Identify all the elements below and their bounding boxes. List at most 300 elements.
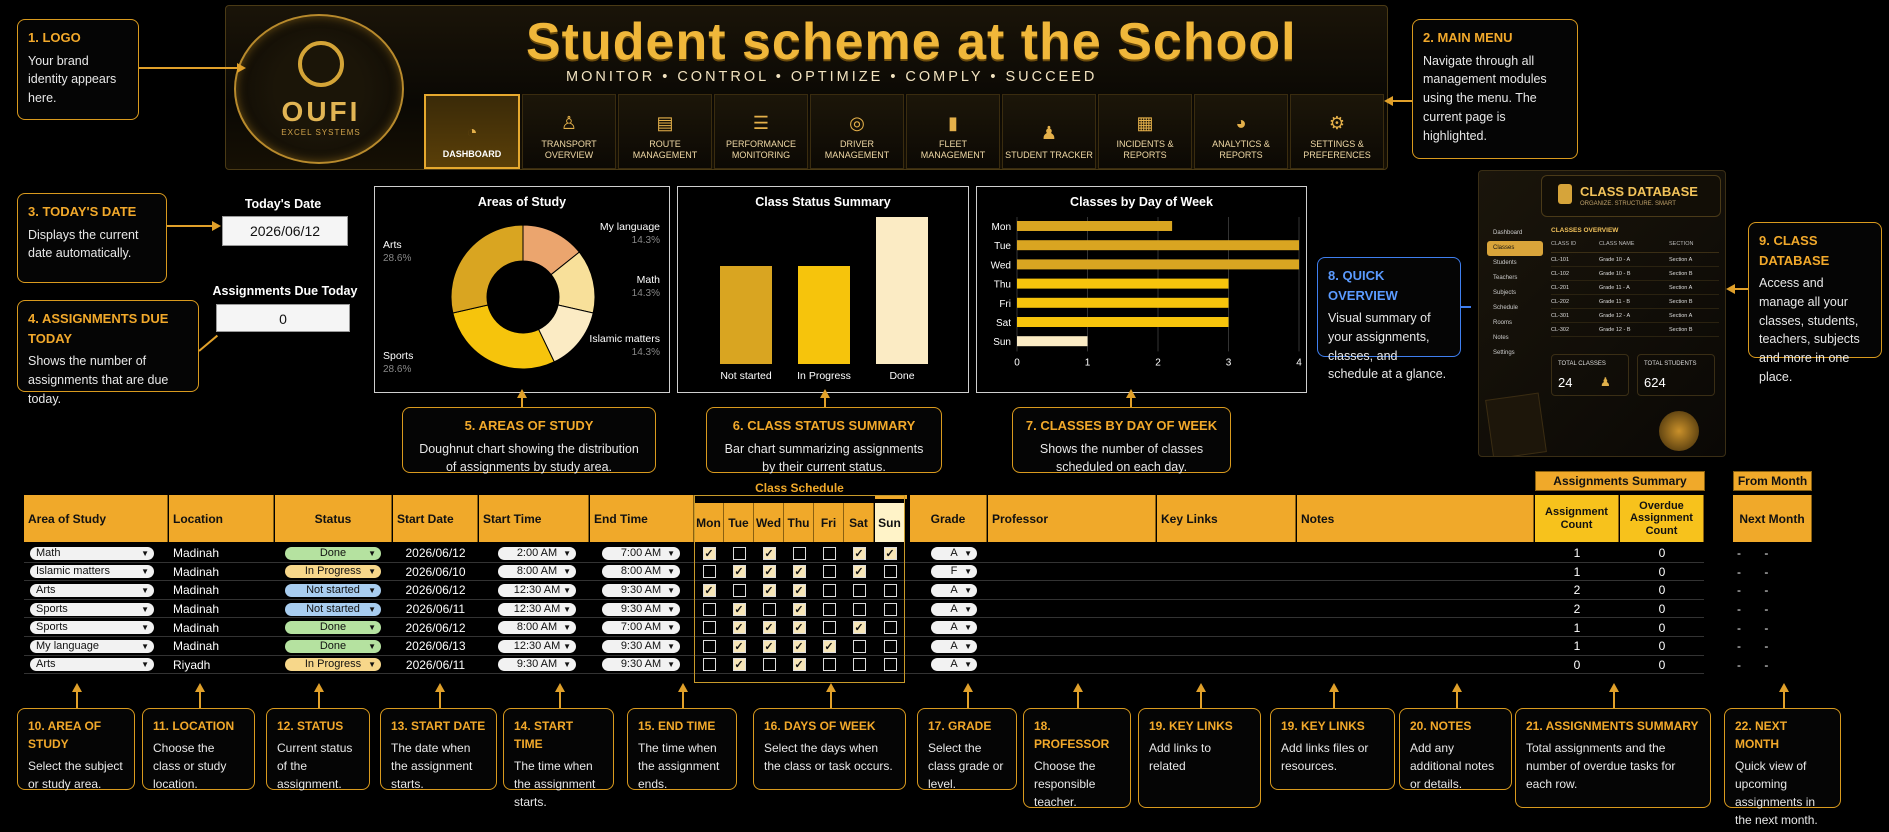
checkbox-checked[interactable]: ✓ [764, 584, 774, 597]
donut-label: Islamic matters [589, 333, 660, 345]
start-time-select[interactable] [498, 618, 576, 637]
status-select[interactable] [285, 600, 381, 619]
callout-desc: Access and manage all your classes, students, teachers, subjects and more in one place. [1759, 276, 1860, 384]
day-checkbox-cell[interactable] [814, 618, 844, 637]
key-links-cell[interactable] [1157, 581, 1296, 600]
callout-desc: Navigate through all management modules using the menu. The current page is highlighted. [1423, 53, 1547, 143]
grade-select[interactable] [931, 600, 977, 619]
day-checkbox-cell[interactable] [754, 637, 784, 656]
end-time-select-value [602, 584, 680, 597]
nav-item-driver-management[interactable] [810, 94, 904, 169]
day-checkbox-cell[interactable] [814, 600, 844, 619]
status-bar-label: In Progress [797, 370, 851, 382]
day-checkbox-cell[interactable] [844, 618, 874, 637]
db-menu-item[interactable]: Teachers [1493, 275, 1518, 281]
key-links-cell[interactable] [1157, 600, 1296, 619]
db-row[interactable] [1551, 253, 1719, 267]
checkbox-unchecked[interactable] [703, 640, 716, 653]
nav-item-label: DASHBOARD [442, 148, 502, 159]
day-checkbox-cell[interactable] [724, 600, 754, 619]
nav-item-dashboard[interactable] [424, 94, 520, 169]
day-checkbox-cell[interactable] [724, 618, 754, 637]
callout-desc: Current status of the assignment. [277, 741, 353, 791]
day-bar [1017, 336, 1088, 346]
checkbox-checked[interactable]: ✓ [854, 566, 864, 579]
db-row[interactable] [1551, 323, 1719, 337]
db-cell: Section B [1669, 327, 1693, 333]
from-month-label: From Month [1733, 471, 1812, 491]
nav-item-student-tracker[interactable] [1002, 94, 1096, 169]
db-menu-item[interactable]: Students [1493, 260, 1517, 266]
day-checkbox-cell[interactable] [784, 563, 814, 582]
callout-desc: The date when the assignment starts. [391, 741, 473, 791]
cell-text: 9:30 AM [620, 583, 662, 596]
end-time-select[interactable] [602, 656, 680, 675]
day-checkbox-cell[interactable] [875, 581, 905, 600]
cell-text: 8:00 AM [516, 565, 558, 578]
nav-item-label: TRANSPORT OVERVIEW [541, 139, 597, 160]
callout-title: 9. CLASS DATABASE [1759, 233, 1830, 268]
start-date-cell[interactable]: 2026/06/11 [405, 657, 466, 672]
area-select-value [30, 658, 154, 671]
notes-cell[interactable] [1297, 581, 1534, 600]
day-checkbox-cell[interactable] [754, 618, 784, 637]
db-row[interactable] [1551, 309, 1719, 323]
chevron-down-icon: ▼ [368, 585, 376, 595]
day-checkbox-cell[interactable] [875, 600, 905, 619]
donut-label: Sports [383, 350, 414, 362]
nav-item-settings-preferences[interactable] [1290, 94, 1384, 169]
start-time-select[interactable] [498, 563, 576, 582]
checkbox-unchecked[interactable] [823, 603, 836, 616]
notes-cell[interactable] [1297, 600, 1534, 619]
start-time-select[interactable] [498, 600, 576, 619]
day-checkbox-cell[interactable] [694, 656, 724, 675]
area-select[interactable] [30, 637, 154, 656]
classes-by-day-chart [976, 186, 1307, 393]
checkbox-unchecked[interactable] [823, 565, 836, 578]
chevron-down-icon: ▼ [141, 623, 149, 633]
day-checkbox-cell[interactable] [754, 563, 784, 582]
professor-cell[interactable] [988, 618, 1156, 637]
db-menu-item[interactable]: Classes [1487, 241, 1543, 256]
day-checkbox-cell[interactable] [784, 544, 814, 563]
callout-desc: Select the subject or study area. [28, 759, 123, 791]
end-time-select[interactable] [602, 563, 680, 582]
db-row[interactable] [1551, 295, 1719, 309]
start-time-select[interactable] [498, 656, 576, 675]
area-select[interactable] [30, 618, 154, 637]
checkbox-unchecked[interactable] [853, 640, 866, 653]
chevron-down-icon: ▼ [368, 623, 376, 633]
checkbox-unchecked[interactable] [703, 565, 716, 578]
checklist-icon: ☰ [752, 112, 770, 133]
checkbox-checked[interactable]: ✓ [764, 622, 774, 635]
status-select[interactable] [285, 581, 381, 600]
day-checkbox-cell[interactable] [784, 581, 814, 600]
day-checkbox-cell[interactable] [875, 656, 905, 675]
col-header-start_date: Start Date [393, 495, 478, 542]
callout-c19b [1270, 708, 1395, 790]
checkbox-unchecked[interactable] [763, 603, 776, 616]
chevron-down-icon: ▼ [667, 660, 675, 670]
logo[interactable] [234, 14, 404, 164]
col-header-overdue: Overdue Assignment Count [1620, 495, 1704, 542]
checkbox-unchecked[interactable] [823, 547, 836, 560]
checkbox-unchecked[interactable] [793, 547, 806, 560]
checkbox-checked[interactable]: ✓ [764, 547, 774, 560]
start-date-cell[interactable]: 2026/06/12 [405, 620, 466, 635]
callout-c12 [266, 708, 370, 790]
key-links-cell[interactable] [1157, 563, 1296, 582]
area-select[interactable] [30, 600, 154, 619]
class-database-panel[interactable] [1478, 170, 1726, 457]
start-date-cell[interactable]: 2026/06/13 [405, 639, 466, 654]
day-checkbox-cell[interactable] [784, 600, 814, 619]
grade-select[interactable] [931, 618, 977, 637]
chevron-down-icon: ▼ [964, 641, 972, 651]
checkbox-unchecked[interactable] [703, 621, 716, 634]
cell-text: My language [36, 639, 99, 652]
db-menu-item[interactable]: Rooms [1493, 320, 1513, 326]
callout-c22 [1724, 708, 1841, 827]
checkbox-unchecked[interactable] [733, 584, 746, 597]
next-month-cell: - - [1737, 620, 1769, 635]
nav-item-fleet-management[interactable] [906, 94, 1000, 169]
start-time-select[interactable] [498, 581, 576, 600]
location-cell[interactable]: Madinah [173, 620, 220, 635]
checkbox-checked[interactable]: ✓ [824, 640, 834, 653]
start-time-select[interactable] [498, 637, 576, 656]
checkbox-unchecked[interactable] [823, 658, 836, 671]
checkbox-unchecked[interactable] [703, 603, 716, 616]
end-time-select[interactable] [602, 600, 680, 619]
nav-item-performance-monitoring[interactable] [714, 94, 808, 169]
x-tick-label: 2 [1155, 357, 1161, 369]
notes-cell[interactable] [1297, 637, 1534, 656]
nav-item-transport-overview[interactable] [522, 94, 616, 169]
checkbox-unchecked[interactable] [703, 658, 716, 671]
callout-title: 22. NEXT MONTH [1735, 719, 1788, 751]
users-icon: ♟ [1600, 375, 1611, 389]
db-menu-item[interactable]: Schedule [1493, 305, 1519, 311]
start-date-cell[interactable]: 2026/06/10 [405, 564, 466, 579]
day-checkbox-cell[interactable] [754, 581, 784, 600]
checkbox-unchecked[interactable] [884, 658, 897, 671]
day-checkbox-cell[interactable] [844, 563, 874, 582]
professor-cell[interactable] [988, 544, 1156, 563]
location-cell[interactable]: Madinah [173, 564, 220, 579]
cell-text: Not started [306, 583, 360, 596]
donut-label: My language [599, 221, 660, 233]
donut-percent: 14.3% [631, 347, 660, 358]
db-row[interactable] [1551, 267, 1719, 281]
cell-text: Sports [36, 602, 68, 615]
status-select-value [285, 621, 381, 634]
day-checkbox-cell[interactable] [724, 563, 754, 582]
status-bar [720, 266, 772, 364]
day-checkbox-cell[interactable] [724, 581, 754, 600]
checkbox-unchecked[interactable] [823, 584, 836, 597]
area-select[interactable] [30, 563, 154, 582]
notes-cell[interactable] [1297, 563, 1534, 582]
checkbox-checked[interactable]: ✓ [704, 547, 714, 560]
callout-title: 3. TODAY'S DATE [28, 204, 137, 219]
chevron-down-icon: ▼ [141, 548, 149, 558]
day-checkbox-cell[interactable] [694, 600, 724, 619]
end-time-select-value [602, 547, 680, 560]
assignment-count-cell: 1 [1573, 620, 1581, 635]
callout-title: 6. CLASS STATUS SUMMARY [732, 418, 916, 433]
day-checkbox-cell[interactable] [784, 656, 814, 675]
nav-item-incidents-reports[interactable] [1098, 94, 1192, 169]
donut-slice-sports [453, 305, 554, 369]
day-checkbox-cell[interactable] [814, 563, 844, 582]
day-bar [1017, 240, 1299, 250]
location-cell[interactable]: Madinah [173, 583, 220, 598]
day-checkbox-cell[interactable] [844, 656, 874, 675]
chart-title: Class Status Summary [755, 195, 891, 209]
day-checkbox-cell[interactable] [754, 544, 784, 563]
db-menu-item[interactable]: Settings [1493, 350, 1515, 356]
chevron-down-icon: ▼ [964, 585, 972, 595]
day-checkbox-cell[interactable] [694, 544, 724, 563]
key-links-cell[interactable] [1157, 618, 1296, 637]
checkbox-unchecked[interactable] [884, 621, 897, 634]
notes-cell[interactable] [1297, 618, 1534, 637]
day-checkbox-cell[interactable] [814, 544, 844, 563]
callout-title: 5. AREAS OF STUDY [464, 418, 594, 433]
key-links-cell[interactable] [1157, 544, 1296, 563]
checkbox-checked[interactable]: ✓ [885, 547, 895, 560]
checkbox-unchecked[interactable] [823, 621, 836, 634]
day-checkbox-cell[interactable] [724, 656, 754, 675]
logo-sub: EXCEL SYSTEMS [281, 128, 361, 137]
checkbox-unchecked[interactable] [884, 565, 897, 578]
cell-text: 12:30 AM [513, 583, 561, 596]
status-select[interactable] [285, 618, 381, 637]
checkbox-unchecked[interactable] [884, 603, 897, 616]
checkbox-unchecked[interactable] [733, 547, 746, 560]
day-checkbox-cell[interactable] [694, 563, 724, 582]
day-checkbox-cell[interactable] [814, 581, 844, 600]
day-checkbox-cell[interactable] [844, 637, 874, 656]
start-time-select-value [498, 640, 576, 653]
x-tick-label: 0 [1014, 357, 1020, 369]
overdue-count-cell: 0 [1658, 602, 1666, 617]
col-header-day: Thu [784, 503, 814, 542]
checkbox-checked[interactable]: ✓ [794, 603, 804, 616]
checkbox-checked[interactable]: ✓ [734, 640, 744, 653]
day-checkbox-cell[interactable] [754, 600, 784, 619]
checkbox-checked[interactable]: ✓ [734, 659, 744, 672]
db-menu-item[interactable]: Dashboard [1493, 230, 1523, 236]
callout-desc: Add any additional notes or details. [1410, 741, 1495, 791]
assignment-count-cell: 2 [1573, 602, 1581, 617]
header-banner [225, 5, 1388, 170]
status-bar [798, 266, 850, 364]
day-checkbox-cell[interactable] [875, 618, 905, 637]
cell-text: In Progress [304, 565, 362, 578]
chevron-down-icon: ▼ [667, 548, 675, 558]
day-checkbox-cell[interactable] [754, 656, 784, 675]
db-row[interactable] [1551, 281, 1719, 295]
checkbox-checked[interactable]: ✓ [704, 584, 714, 597]
nav-item-analytics-reports[interactable] [1194, 94, 1288, 169]
callout-c11 [142, 708, 255, 790]
day-checkbox-cell[interactable] [875, 563, 905, 582]
chevron-down-icon: ▼ [667, 641, 675, 651]
checkbox-unchecked[interactable] [853, 658, 866, 671]
day-checkbox-cell[interactable] [694, 637, 724, 656]
status-select[interactable] [285, 563, 381, 582]
location-cell[interactable]: Madinah [173, 546, 220, 561]
notes-cell[interactable] [1297, 656, 1534, 675]
end-time-select-value [602, 603, 680, 616]
checkbox-unchecked[interactable] [853, 584, 866, 597]
pie-icon: ◕ [1235, 112, 1247, 133]
checkbox-checked[interactable]: ✓ [794, 584, 804, 597]
status-select[interactable] [285, 656, 381, 675]
end-time-select[interactable] [602, 637, 680, 656]
day-checkbox-cell[interactable] [724, 544, 754, 563]
professor-cell[interactable] [988, 581, 1156, 600]
target-icon: ◎ [849, 112, 865, 133]
area-select-value [30, 565, 154, 578]
checkbox-checked[interactable]: ✓ [794, 622, 804, 635]
day-bar [1017, 259, 1299, 269]
cell-text: 9:30 AM [516, 658, 558, 671]
callout-desc: Shows the number of classes scheduled on each day. [1039, 441, 1204, 475]
day-checkbox-cell[interactable] [784, 618, 814, 637]
chevron-down-icon: ▼ [563, 660, 571, 670]
grade-select[interactable] [931, 563, 977, 582]
status-select-value [285, 640, 381, 653]
nav-item-route-management[interactable] [618, 94, 712, 169]
key-links-cell[interactable] [1157, 637, 1296, 656]
chevron-down-icon: ▼ [141, 567, 149, 577]
start-date-cell[interactable]: 2026/06/11 [405, 602, 466, 617]
col-header-next: Next Month [1733, 495, 1812, 542]
day-checkbox-cell[interactable] [875, 637, 905, 656]
callout-title: 20. NOTES [1410, 719, 1472, 733]
status-select[interactable] [285, 544, 381, 563]
grade-select[interactable] [931, 544, 977, 563]
checkbox-checked[interactable]: ✓ [794, 659, 804, 672]
db-table [1551, 241, 1719, 337]
day-checkbox-cell[interactable] [694, 618, 724, 637]
day-checkbox-cell[interactable] [784, 637, 814, 656]
donut-label: Math [636, 274, 660, 286]
gauge-icon: ◔ [466, 121, 478, 142]
day-checkbox-cell[interactable] [814, 656, 844, 675]
chevron-down-icon: ▼ [964, 548, 972, 558]
key-links-cell[interactable] [1157, 656, 1296, 675]
start-date-cell[interactable]: 2026/06/12 [405, 583, 466, 598]
checkbox-unchecked[interactable] [884, 640, 897, 653]
todays-date-value: 2026/06/12 [222, 216, 348, 246]
day-checkbox-cell[interactable] [875, 544, 905, 563]
checkbox-checked[interactable]: ✓ [734, 603, 744, 616]
end-time-select-value [602, 640, 680, 653]
professor-cell[interactable] [988, 563, 1156, 582]
location-cell[interactable]: Madinah [173, 639, 220, 654]
bar-chart-icon: ▮ [948, 112, 958, 133]
day-checkbox-cell[interactable] [844, 544, 874, 563]
end-time-select-value [602, 658, 680, 671]
callout-title: 1. LOGO [28, 30, 81, 45]
day-checkbox-cell[interactable] [724, 637, 754, 656]
checkbox-checked[interactable]: ✓ [734, 622, 744, 635]
checkbox-checked[interactable]: ✓ [794, 566, 804, 579]
col-header-grade: Grade [910, 495, 987, 542]
checkbox-unchecked[interactable] [884, 584, 897, 597]
db-cell: Grade 12 - A [1599, 313, 1631, 319]
notes-cell[interactable] [1297, 544, 1534, 563]
total-students-label: TOTAL STUDENTS [1644, 361, 1697, 367]
area-select[interactable] [30, 544, 154, 563]
area-select-value [30, 640, 154, 653]
end-time-select[interactable] [602, 618, 680, 637]
callout-todays-date [17, 193, 167, 283]
grade-select-value [931, 584, 977, 597]
location-cell[interactable]: Madinah [173, 602, 220, 617]
checkbox-unchecked[interactable] [763, 658, 776, 671]
checkbox-checked[interactable]: ✓ [764, 640, 774, 653]
day-checkbox-cell[interactable] [814, 637, 844, 656]
grade-select[interactable] [931, 656, 977, 675]
end-time-select[interactable] [602, 581, 680, 600]
checkbox-unchecked[interactable] [853, 603, 866, 616]
callout-logo [17, 19, 139, 120]
area-select[interactable] [30, 581, 154, 600]
db-menu-item[interactable]: Subjects [1493, 290, 1517, 296]
col-header-day: Tue [724, 503, 754, 542]
cell-text: In Progress [304, 658, 362, 671]
checkbox-checked[interactable]: ✓ [854, 547, 864, 560]
db-menu-item[interactable]: Notes [1493, 335, 1509, 341]
grade-select[interactable] [931, 637, 977, 656]
chevron-down-icon: ▼ [368, 641, 376, 651]
professor-cell[interactable] [988, 656, 1156, 675]
area-select-value [30, 547, 154, 560]
status-select[interactable] [285, 637, 381, 656]
nav-item-label: ANALYTICS & REPORTS [1212, 139, 1270, 160]
end-time-select[interactable] [602, 544, 680, 563]
callout-desc: Quick view of upcoming assignments in the next month. [1735, 759, 1818, 827]
checkbox-checked[interactable]: ✓ [794, 640, 804, 653]
callout-title: 19. KEY LINKS [1281, 719, 1365, 733]
professor-cell[interactable] [988, 600, 1156, 619]
checkbox-checked[interactable]: ✓ [734, 566, 744, 579]
checkbox-checked[interactable]: ✓ [854, 622, 864, 635]
professor-cell[interactable] [988, 637, 1156, 656]
x-tick-label: 3 [1225, 357, 1232, 369]
area-select[interactable] [30, 656, 154, 675]
start-time-select[interactable] [498, 544, 576, 563]
location-cell[interactable]: Riyadh [173, 657, 211, 672]
callout-c20 [1399, 708, 1512, 790]
tagline: MONITOR • CONTROL • OPTIMIZE • COMPLY • SUCCEED [566, 69, 1098, 85]
checkbox-checked[interactable]: ✓ [764, 566, 774, 579]
start-date-cell[interactable]: 2026/06/12 [405, 546, 466, 561]
grade-select[interactable] [931, 581, 977, 600]
callout-desc: Your brand identity appears here. [28, 53, 117, 105]
day-checkbox-cell[interactable] [844, 581, 874, 600]
day-checkbox-cell[interactable] [844, 600, 874, 619]
day-checkbox-cell[interactable] [694, 581, 724, 600]
donut-label: Arts [383, 239, 402, 251]
